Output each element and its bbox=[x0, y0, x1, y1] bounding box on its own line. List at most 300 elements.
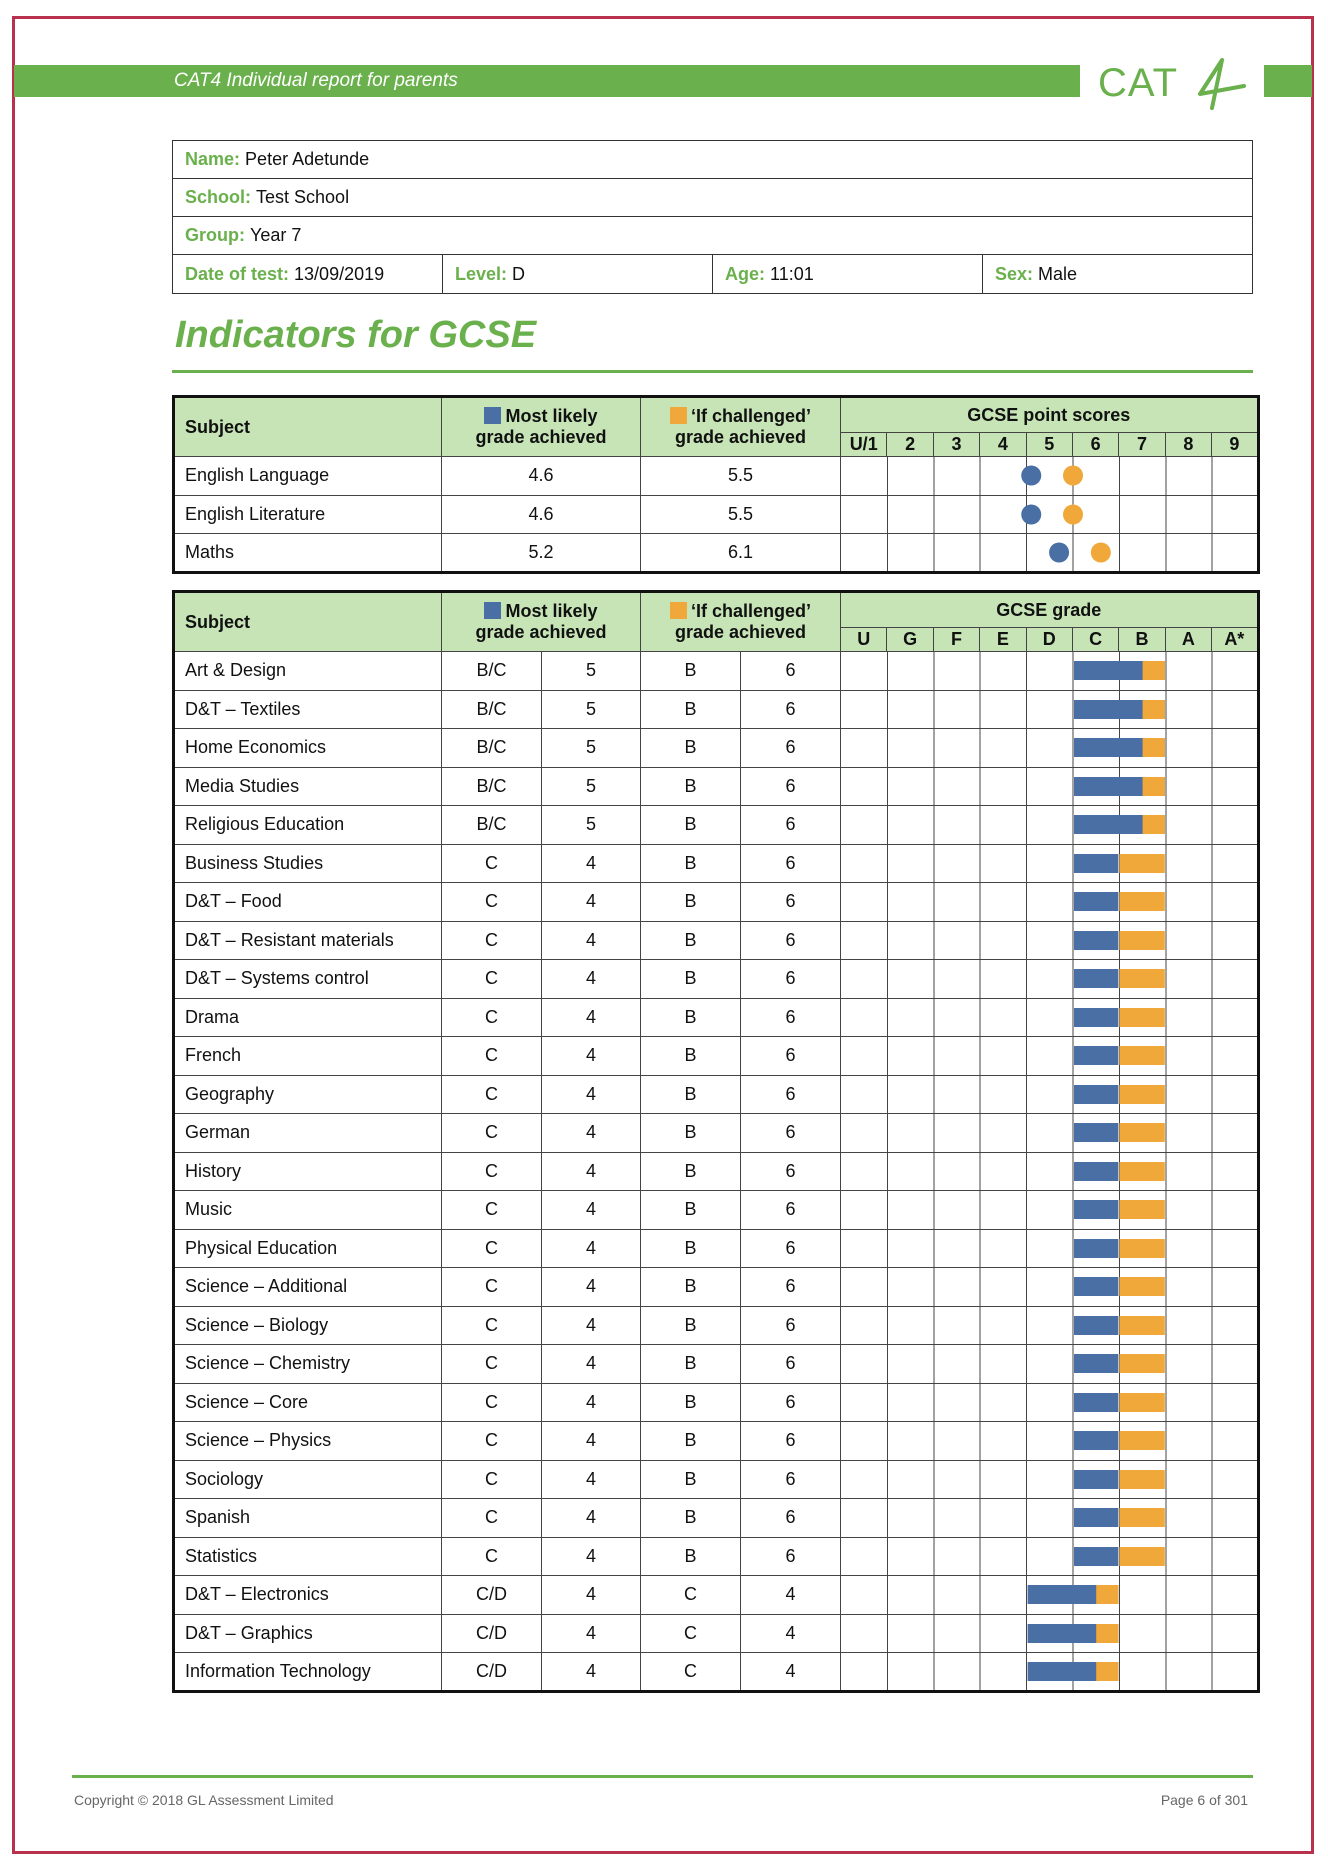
most-likely-point: 4 bbox=[542, 1229, 641, 1268]
most-likely-grade: C/D bbox=[442, 1576, 542, 1615]
challenged-header-line2: grade achieved bbox=[674, 427, 807, 447]
table-row bbox=[174, 1229, 1259, 1268]
challenged-header bbox=[641, 397, 841, 457]
table-row bbox=[174, 1306, 1259, 1345]
challenged-point: 6 bbox=[741, 1114, 841, 1153]
subject-cell: Science – Chemistry bbox=[174, 1345, 442, 1384]
table-row bbox=[174, 844, 1259, 883]
challenged-point: 6 bbox=[741, 1422, 841, 1461]
grade-scale-label: D bbox=[1026, 628, 1072, 652]
most-likely-point: 4 bbox=[542, 1075, 641, 1114]
challenged-point: 6 bbox=[741, 1268, 841, 1307]
subject-header-2: Subject bbox=[174, 592, 442, 652]
subject-cell: D&T – Resistant materials bbox=[174, 921, 442, 960]
point-scale-label: 5 bbox=[1026, 433, 1072, 457]
most-likely-point: 4 bbox=[542, 1191, 641, 1230]
point-score-markers bbox=[841, 459, 1259, 492]
section-title: Indicators for GCSE bbox=[175, 314, 537, 356]
most-likely-header-line2: grade achieved bbox=[475, 427, 607, 447]
grade-bar-chart bbox=[841, 693, 1259, 726]
table-row bbox=[174, 1614, 1259, 1653]
challenged-grade: B bbox=[641, 1114, 741, 1153]
subject-header: Subject bbox=[174, 397, 442, 457]
challenged-marker bbox=[1091, 542, 1111, 562]
challenged-header-line1: ‘If challenged’ bbox=[690, 406, 812, 426]
grade-bar-chart bbox=[841, 924, 1259, 957]
most-likely-grade: C bbox=[442, 1075, 542, 1114]
most-likely-marker bbox=[1021, 504, 1041, 524]
challenged-bar bbox=[1119, 854, 1164, 873]
subject-cell: Music bbox=[174, 1191, 442, 1230]
grade-bar-chart bbox=[841, 808, 1259, 841]
table-row bbox=[174, 806, 1259, 845]
most-likely-point: 4 bbox=[542, 921, 641, 960]
table-row bbox=[174, 1576, 1259, 1615]
challenged-point: 6 bbox=[741, 767, 841, 806]
point-scores-table bbox=[172, 395, 1260, 574]
subject-cell: Science – Physics bbox=[174, 1422, 442, 1461]
group-value: Year 7 bbox=[250, 225, 302, 245]
level-label: Level: bbox=[455, 263, 508, 284]
challenged-point: 6 bbox=[741, 921, 841, 960]
subject-cell: Home Economics bbox=[174, 729, 442, 768]
most-likely-point: 4 bbox=[542, 1499, 641, 1538]
challenged-grade: B bbox=[641, 998, 741, 1037]
subject-cell: Business Studies bbox=[174, 844, 442, 883]
subject-cell: Science – Additional bbox=[174, 1268, 442, 1307]
grade-bar-chart bbox=[841, 1463, 1259, 1496]
grade-bar-chart bbox=[841, 1193, 1259, 1226]
challenged-point: 6 bbox=[741, 652, 841, 691]
school-row bbox=[173, 179, 1252, 217]
grade-plot bbox=[841, 1576, 1259, 1615]
challenged-grade: B bbox=[641, 1191, 741, 1230]
date-label: Date of test: bbox=[185, 263, 290, 284]
most-likely-grade: B/C bbox=[442, 690, 542, 729]
most-likely-swatch bbox=[484, 407, 501, 424]
most-likely-point: 4 bbox=[542, 1306, 641, 1345]
point-scale-label: 8 bbox=[1165, 433, 1211, 457]
most-likely-bar bbox=[1074, 1162, 1118, 1181]
gcse-grade-table bbox=[172, 590, 1260, 1693]
student-info-panel bbox=[172, 140, 1253, 294]
challenged-grade: B bbox=[641, 1229, 741, 1268]
challenged-bar bbox=[1119, 892, 1164, 911]
table-row bbox=[174, 690, 1259, 729]
most-likely-bar bbox=[1074, 892, 1118, 911]
level-value: D bbox=[512, 263, 526, 284]
most-likely-grade: C bbox=[442, 1460, 542, 1499]
most-likely-point: 4 bbox=[542, 1653, 641, 1692]
subject-cell: History bbox=[174, 1152, 442, 1191]
challenged-grade: B bbox=[641, 1422, 741, 1461]
subject-cell: Religious Education bbox=[174, 806, 442, 845]
most-likely-point: 5 bbox=[542, 729, 641, 768]
most-likely-grade: B/C bbox=[442, 767, 542, 806]
challenged-point: 4 bbox=[741, 1614, 841, 1653]
grade-plot bbox=[841, 806, 1259, 845]
most-likely-point: 4 bbox=[542, 1345, 641, 1384]
challenged-point: 6 bbox=[741, 1152, 841, 1191]
subject-cell: Information Technology bbox=[174, 1653, 442, 1692]
challenged-grade: C bbox=[641, 1614, 741, 1653]
gcse-grade-header: GCSE grade bbox=[841, 592, 1259, 628]
most-likely-grade: C bbox=[442, 883, 542, 922]
grade-bar-chart bbox=[841, 885, 1259, 918]
table-row bbox=[174, 1114, 1259, 1153]
grade-plot bbox=[841, 767, 1259, 806]
point-scale-label: 7 bbox=[1119, 433, 1165, 457]
table-row bbox=[174, 1075, 1259, 1114]
report-title bbox=[174, 70, 458, 92]
point-score-markers bbox=[841, 536, 1259, 569]
challenged-bar bbox=[1119, 1239, 1164, 1258]
challenged-point: 6 bbox=[741, 1537, 841, 1576]
challenged-grade: C bbox=[641, 1576, 741, 1615]
most-likely-header2-line1: Most likely bbox=[505, 601, 598, 621]
most-likely-bar bbox=[1074, 1508, 1118, 1527]
subject-cell: Maths bbox=[174, 534, 442, 573]
grade-bar-chart bbox=[841, 1617, 1259, 1650]
grade-bar-chart bbox=[841, 1232, 1259, 1265]
table-row bbox=[174, 1383, 1259, 1422]
subject-cell: Statistics bbox=[174, 1537, 442, 1576]
most-likely-header-2 bbox=[442, 592, 641, 652]
grade-plot bbox=[841, 883, 1259, 922]
most-likely-marker bbox=[1049, 542, 1069, 562]
most-likely-bar bbox=[1074, 1354, 1118, 1373]
footer-rule bbox=[72, 1775, 1253, 1778]
most-likely-point: 4 bbox=[542, 1037, 641, 1076]
challenged-bar bbox=[1119, 969, 1164, 988]
most-likely-grade: C bbox=[442, 1268, 542, 1307]
most-likely-grade: C bbox=[442, 1152, 542, 1191]
challenged-grade: B bbox=[641, 960, 741, 999]
most-likely-point: 4 bbox=[542, 960, 641, 999]
most-likely-grade: C bbox=[442, 960, 542, 999]
page-number: Page 6 of 301 bbox=[1160, 1792, 1248, 1808]
most-likely-bar bbox=[1074, 1277, 1118, 1296]
most-likely-grade: C/D bbox=[442, 1653, 542, 1692]
challenged-bar bbox=[1143, 815, 1165, 834]
details-row bbox=[173, 255, 1252, 293]
sex-cell bbox=[983, 255, 1252, 293]
point-score-markers bbox=[841, 498, 1259, 531]
most-likely-bar bbox=[1074, 1431, 1118, 1450]
grade-bar-chart bbox=[841, 962, 1259, 995]
most-likely-bar bbox=[1074, 1547, 1118, 1566]
grade-bar-chart bbox=[841, 1001, 1259, 1034]
challenged-header2-line1: ‘If challenged’ bbox=[690, 601, 812, 621]
grade-plot bbox=[841, 729, 1259, 768]
challenged-grade: C bbox=[641, 1653, 741, 1692]
table-row bbox=[174, 1499, 1259, 1538]
challenged-point: 6 bbox=[741, 1191, 841, 1230]
most-likely-bar bbox=[1074, 1123, 1118, 1142]
most-likely-grade: C bbox=[442, 1499, 542, 1538]
table-row bbox=[174, 1460, 1259, 1499]
most-likely-grade: B/C bbox=[442, 652, 542, 691]
challenged-bar bbox=[1119, 1123, 1164, 1142]
challenged-point: 6 bbox=[741, 729, 841, 768]
challenged-bar bbox=[1119, 1431, 1164, 1450]
most-likely-grade: C bbox=[442, 1306, 542, 1345]
challenged-point: 6 bbox=[741, 1345, 841, 1384]
challenged-swatch-2 bbox=[670, 602, 687, 619]
sex-label: Sex: bbox=[995, 263, 1034, 284]
grade-bar-chart bbox=[841, 731, 1259, 764]
point-scale-label: 6 bbox=[1072, 433, 1118, 457]
challenged-bar bbox=[1119, 1508, 1164, 1527]
grade-bar-chart bbox=[841, 770, 1259, 803]
challenged-bar bbox=[1143, 777, 1165, 796]
challenged-grade: B bbox=[641, 1037, 741, 1076]
point-scale-label: 3 bbox=[933, 433, 979, 457]
subject-cell: Geography bbox=[174, 1075, 442, 1114]
cat4-logo bbox=[1094, 52, 1259, 114]
table-row bbox=[174, 1152, 1259, 1191]
copyright-text: Copyright © 2018 GL Assessment Limited bbox=[74, 1792, 334, 1808]
grade-bar-chart bbox=[841, 1116, 1259, 1149]
challenged-grade: B bbox=[641, 1345, 741, 1384]
challenged-point: 6 bbox=[741, 1460, 841, 1499]
most-likely-grade: B/C bbox=[442, 729, 542, 768]
age-value: 11:01 bbox=[770, 263, 814, 284]
grade-plot bbox=[841, 1268, 1259, 1307]
challenged-value: 5.5 bbox=[641, 495, 841, 534]
challenged-grade: B bbox=[641, 729, 741, 768]
grade-bar-chart bbox=[841, 1309, 1259, 1342]
grade-plot bbox=[841, 652, 1259, 691]
challenged-point: 6 bbox=[741, 1383, 841, 1422]
challenged-marker bbox=[1063, 466, 1083, 486]
grade-bar-chart bbox=[841, 1655, 1259, 1688]
group-row bbox=[173, 217, 1252, 255]
challenged-point: 6 bbox=[741, 998, 841, 1037]
challenged-bar bbox=[1143, 661, 1165, 680]
challenged-point: 6 bbox=[741, 1075, 841, 1114]
grade-scale-label: A bbox=[1165, 628, 1211, 652]
challenged-bar bbox=[1119, 1470, 1164, 1489]
grade-bar-chart bbox=[841, 1347, 1259, 1380]
challenged-grade: B bbox=[641, 652, 741, 691]
grade-plot bbox=[841, 998, 1259, 1037]
most-likely-header-line1: Most likely bbox=[505, 406, 598, 426]
subject-cell: Science – Core bbox=[174, 1383, 442, 1422]
most-likely-point: 4 bbox=[542, 844, 641, 883]
challenged-grade: B bbox=[641, 1383, 741, 1422]
sex-value: Male bbox=[1038, 263, 1078, 284]
school-value: Test School bbox=[256, 187, 350, 207]
most-likely-value: 4.6 bbox=[442, 457, 641, 496]
challenged-point: 6 bbox=[741, 690, 841, 729]
table-row bbox=[174, 1422, 1259, 1461]
challenged-point: 6 bbox=[741, 1037, 841, 1076]
table-row bbox=[174, 767, 1259, 806]
most-likely-grade: C bbox=[442, 1037, 542, 1076]
challenged-bar bbox=[1096, 1624, 1118, 1643]
most-likely-bar bbox=[1074, 1393, 1118, 1412]
challenged-point: 4 bbox=[741, 1576, 841, 1615]
grade-bar-chart bbox=[841, 1540, 1259, 1573]
subject-cell: Physical Education bbox=[174, 1229, 442, 1268]
point-scale-label: 2 bbox=[887, 433, 933, 457]
most-likely-marker bbox=[1021, 466, 1041, 486]
table-row bbox=[174, 1345, 1259, 1384]
grade-plot bbox=[841, 844, 1259, 883]
challenged-bar bbox=[1096, 1662, 1118, 1681]
most-likely-grade: B/C bbox=[442, 806, 542, 845]
table-row bbox=[174, 960, 1259, 999]
level-cell bbox=[443, 255, 713, 293]
most-likely-bar bbox=[1074, 1200, 1118, 1219]
subject-cell: D&T – Food bbox=[174, 883, 442, 922]
grade-plot bbox=[841, 960, 1259, 999]
report-title-text: CAT4 Individual report for parents bbox=[174, 70, 458, 91]
subject-cell: English Literature bbox=[174, 495, 442, 534]
grade-plot bbox=[841, 1422, 1259, 1461]
most-likely-bar bbox=[1074, 854, 1118, 873]
challenged-header2-line2: grade achieved bbox=[674, 622, 807, 642]
svg-text:CAT: CAT bbox=[1098, 61, 1179, 105]
challenged-grade: B bbox=[641, 1268, 741, 1307]
subject-cell: French bbox=[174, 1037, 442, 1076]
most-likely-point: 4 bbox=[542, 883, 641, 922]
subject-cell: English Language bbox=[174, 457, 442, 496]
subject-cell: Science – Biology bbox=[174, 1306, 442, 1345]
grade-scale-label: A* bbox=[1212, 628, 1258, 652]
most-likely-header2-line2: grade achieved bbox=[475, 622, 607, 642]
subject-cell: Art & Design bbox=[174, 652, 442, 691]
subject-cell: Media Studies bbox=[174, 767, 442, 806]
point-score-plot bbox=[841, 534, 1259, 573]
challenged-swatch bbox=[670, 407, 687, 424]
most-likely-grade: C bbox=[442, 1191, 542, 1230]
challenged-bar bbox=[1119, 1162, 1164, 1181]
point-scale-label: 9 bbox=[1212, 433, 1258, 457]
most-likely-bar bbox=[1074, 931, 1118, 950]
most-likely-point: 4 bbox=[542, 1383, 641, 1422]
grade-plot bbox=[841, 1614, 1259, 1653]
most-likely-point: 5 bbox=[542, 806, 641, 845]
name-label: Name: bbox=[185, 149, 241, 169]
most-likely-point: 4 bbox=[542, 1114, 641, 1153]
challenged-point: 4 bbox=[741, 1653, 841, 1692]
most-likely-swatch-2 bbox=[484, 602, 501, 619]
challenged-marker bbox=[1063, 504, 1083, 524]
most-likely-grade: C bbox=[442, 1345, 542, 1384]
subject-cell: D&T – Textiles bbox=[174, 690, 442, 729]
most-likely-point: 4 bbox=[542, 1152, 641, 1191]
subject-cell: Sociology bbox=[174, 1460, 442, 1499]
grade-bar-chart bbox=[841, 1039, 1259, 1072]
table-row bbox=[174, 1268, 1259, 1307]
most-likely-point: 5 bbox=[542, 652, 641, 691]
challenged-grade: B bbox=[641, 1152, 741, 1191]
point-score-plot bbox=[841, 495, 1259, 534]
table-row bbox=[174, 534, 1259, 573]
point-scale-label: 4 bbox=[980, 433, 1026, 457]
table-row bbox=[174, 1537, 1259, 1576]
challenged-grade: B bbox=[641, 1537, 741, 1576]
table-row bbox=[174, 998, 1259, 1037]
challenged-grade: B bbox=[641, 883, 741, 922]
group-label: Group: bbox=[185, 225, 245, 245]
name-value: Peter Adetunde bbox=[245, 149, 370, 169]
grade-plot bbox=[841, 1383, 1259, 1422]
date-value: 13/09/2019 bbox=[294, 263, 385, 284]
table-row bbox=[174, 921, 1259, 960]
point-score-plot bbox=[841, 457, 1259, 496]
most-likely-point: 4 bbox=[542, 1614, 641, 1653]
subject-cell: German bbox=[174, 1114, 442, 1153]
grade-plot bbox=[841, 1499, 1259, 1538]
challenged-point: 6 bbox=[741, 844, 841, 883]
challenged-point: 6 bbox=[741, 1306, 841, 1345]
most-likely-point: 5 bbox=[542, 767, 641, 806]
table-row bbox=[174, 1191, 1259, 1230]
most-likely-bar bbox=[1074, 1316, 1118, 1335]
grade-bar-chart bbox=[841, 1270, 1259, 1303]
most-likely-bar bbox=[1074, 1046, 1118, 1065]
grade-bar-chart bbox=[841, 1155, 1259, 1188]
grade-scale-label: G bbox=[887, 628, 933, 652]
most-likely-point: 4 bbox=[542, 998, 641, 1037]
grade-plot bbox=[841, 690, 1259, 729]
table-row bbox=[174, 1653, 1259, 1692]
challenged-bar bbox=[1119, 1316, 1164, 1335]
challenged-bar bbox=[1119, 1547, 1164, 1566]
challenged-point: 6 bbox=[741, 1499, 841, 1538]
grade-bar-chart bbox=[841, 847, 1259, 880]
challenged-bar bbox=[1119, 1046, 1164, 1065]
challenged-point: 6 bbox=[741, 883, 841, 922]
challenged-grade: B bbox=[641, 1075, 741, 1114]
table-row bbox=[174, 495, 1259, 534]
challenged-bar bbox=[1096, 1585, 1118, 1604]
most-likely-point: 4 bbox=[542, 1537, 641, 1576]
challenged-value: 6.1 bbox=[641, 534, 841, 573]
challenged-point: 6 bbox=[741, 960, 841, 999]
most-likely-grade: C bbox=[442, 844, 542, 883]
grade-bar-chart bbox=[841, 1501, 1259, 1534]
most-likely-grade: C bbox=[442, 1537, 542, 1576]
grade-plot bbox=[841, 1152, 1259, 1191]
grade-scale-label: B bbox=[1119, 628, 1165, 652]
subject-cell: D&T – Graphics bbox=[174, 1614, 442, 1653]
subject-cell: Spanish bbox=[174, 1499, 442, 1538]
grade-bar-chart bbox=[841, 1578, 1259, 1611]
grade-bar-chart bbox=[841, 1386, 1259, 1419]
age-label: Age: bbox=[725, 263, 765, 284]
grade-plot bbox=[841, 1229, 1259, 1268]
table-row bbox=[174, 883, 1259, 922]
most-likely-bar bbox=[1074, 1239, 1118, 1258]
challenged-grade: B bbox=[641, 1460, 741, 1499]
grade-scale-label: U bbox=[841, 628, 887, 652]
section-title-rule bbox=[172, 370, 1253, 373]
most-likely-point: 4 bbox=[542, 1460, 641, 1499]
point-scores-header: GCSE point scores bbox=[841, 397, 1259, 433]
age-cell bbox=[713, 255, 983, 293]
most-likely-grade: C bbox=[442, 921, 542, 960]
table-row bbox=[174, 1037, 1259, 1076]
most-likely-grade: C bbox=[442, 1383, 542, 1422]
challenged-header-2 bbox=[641, 592, 841, 652]
table-row bbox=[174, 652, 1259, 691]
challenged-bar bbox=[1119, 1008, 1164, 1027]
most-likely-value: 5.2 bbox=[442, 534, 641, 573]
